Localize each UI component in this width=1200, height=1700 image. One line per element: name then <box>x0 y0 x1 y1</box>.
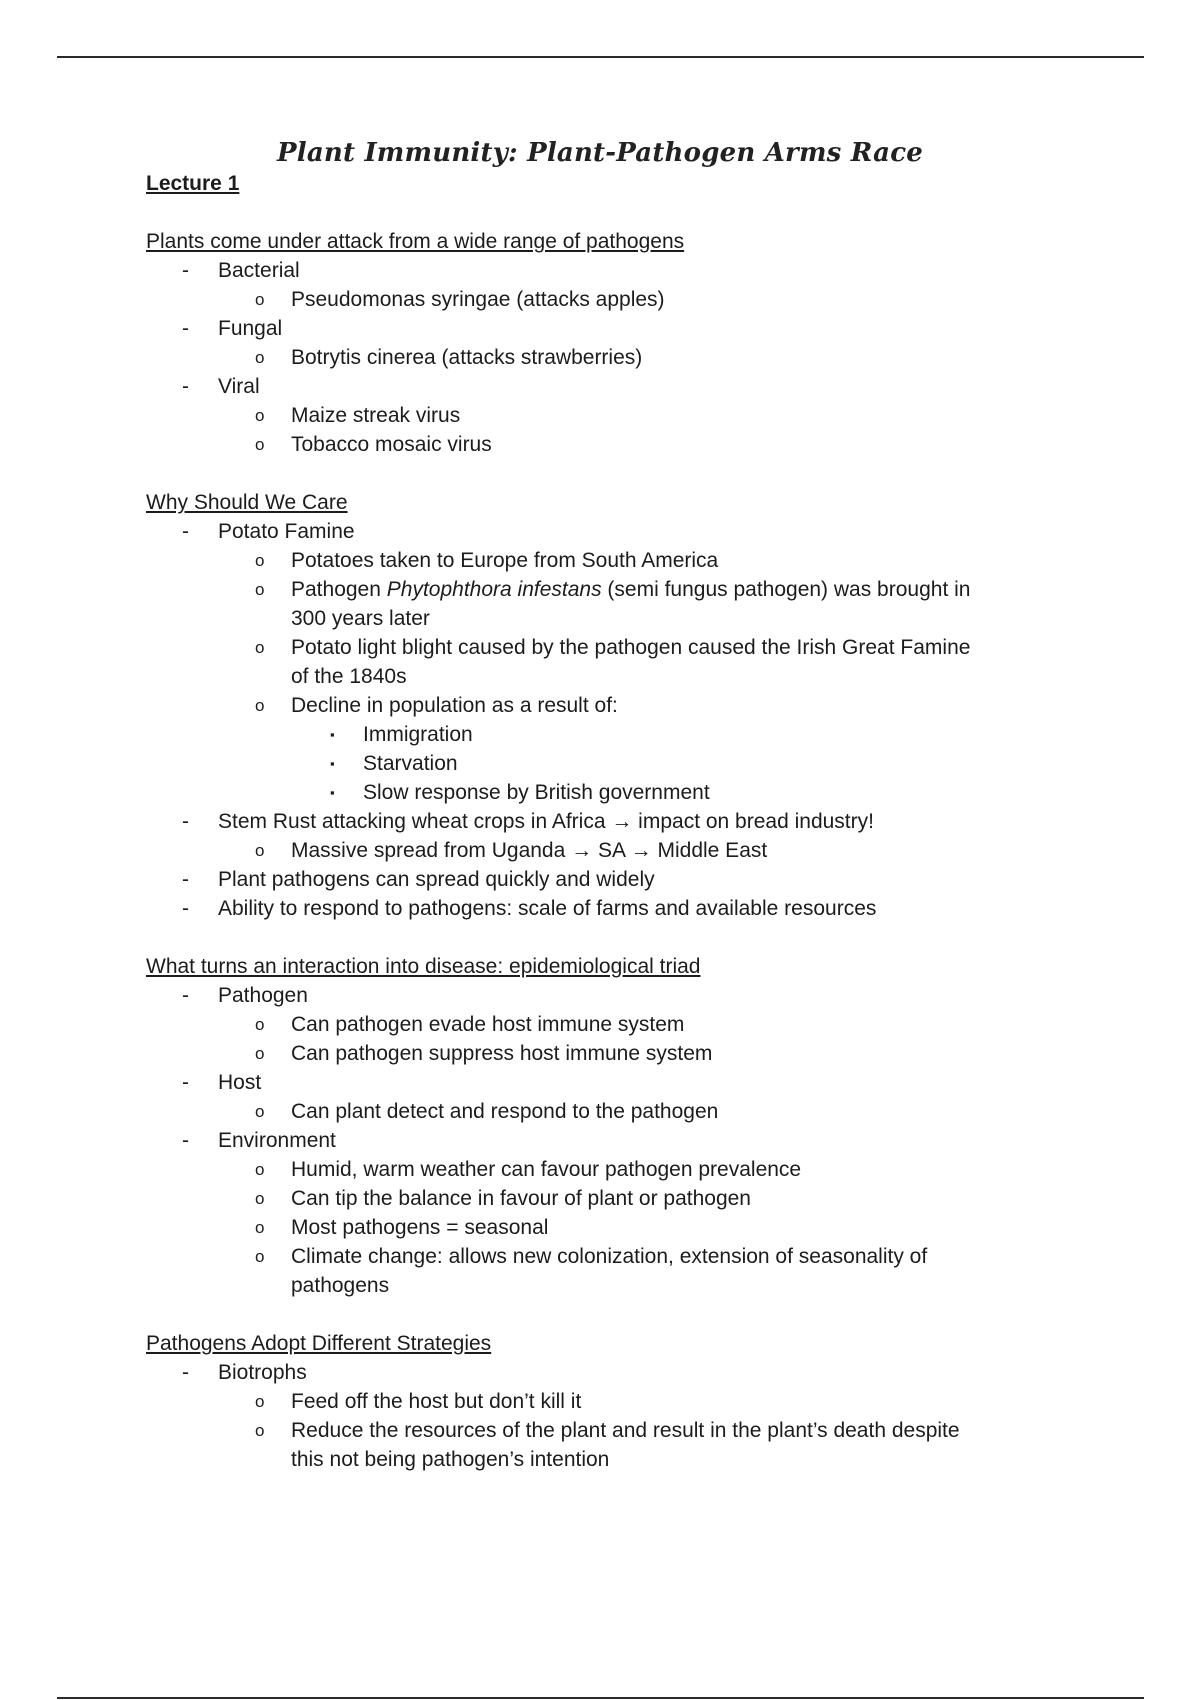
list-item-continuation: this not being pathogen’s intention <box>291 1448 610 1471</box>
lecture-label: Lecture 1 <box>146 172 240 195</box>
bottom-rule <box>57 1697 1144 1699</box>
dash-bullet: - <box>182 1361 189 1384</box>
list-item: ▪ Immigration <box>146 720 1066 749</box>
list-item: o Can pathogen suppress host immune system <box>146 1039 1066 1068</box>
circle-bullet: o <box>255 696 265 715</box>
section-heading-care: Why Should We Care <box>146 491 348 514</box>
list-item: o Can tip the balance in favour of plant or pathogen <box>146 1184 1066 1213</box>
list-item: o Feed off the host but don’t kill it <box>146 1387 1066 1416</box>
dash-bullet: - <box>182 810 189 833</box>
list-item: o Tobacco mosaic virus <box>146 430 1066 459</box>
list-item: - Viral <box>146 372 1066 401</box>
list-item: o Decline in population as a result of: <box>146 691 1066 720</box>
section-heading-triad: What turns an interaction into disease: epidemiological triad <box>146 955 701 978</box>
list-item: o Humid, warm weather can favour pathogen prevalence <box>146 1155 1066 1184</box>
list-item: - Fungal <box>146 314 1066 343</box>
list-item: o Reduce the resources of the plant and result in the plant’s death despite <box>146 1416 1066 1445</box>
species-name: Phytophthora infestans <box>386 578 602 601</box>
dash-bullet: - <box>182 259 189 282</box>
dash-bullet: - <box>182 520 189 543</box>
circle-bullet: o <box>255 1102 265 1121</box>
list-item: - Stem Rust attacking wheat crops in Africa → impact on bread industry! <box>146 807 1066 836</box>
list-item: - Bacterial <box>146 256 1066 285</box>
list-item: - Pathogen <box>146 981 1066 1010</box>
document-title: Plant Immunity: Plant-Pathogen Arms Race <box>277 138 923 168</box>
list-item: ▪ Starvation <box>146 749 1066 778</box>
circle-bullet: o <box>255 841 265 860</box>
list-item: - Biotrophs <box>146 1358 1066 1387</box>
circle-bullet: o <box>255 290 265 309</box>
list-item-continuation: pathogens <box>291 1274 390 1297</box>
list-item-continuation: 300 years later <box>291 607 430 630</box>
list-item: o Most pathogens = seasonal <box>146 1213 1066 1242</box>
circle-bullet: o <box>255 551 265 570</box>
top-rule <box>57 56 1144 58</box>
circle-bullet: o <box>255 1015 265 1034</box>
list-item: o Maize streak virus <box>146 401 1066 430</box>
list-item-continuation: of the 1840s <box>291 665 407 688</box>
list-item: o Climate change: allows new colonization, extension of seasonality of <box>146 1242 1066 1271</box>
list-item: o Potato light blight caused by the pathogen caused the Irish Great Famine <box>146 633 1066 662</box>
dash-bullet: - <box>182 1129 189 1152</box>
section-heading-strategies: Pathogens Adopt Different Strategies <box>146 1332 492 1355</box>
circle-bullet: o <box>255 580 265 599</box>
circle-bullet: o <box>255 406 265 425</box>
dash-bullet: - <box>182 868 189 891</box>
list-item: - Ability to respond to pathogens: scale of farms and available resources <box>146 894 1066 923</box>
list-item: o Massive spread from Uganda → SA → Middle East <box>146 836 1066 865</box>
circle-bullet: o <box>255 1218 265 1237</box>
circle-bullet: o <box>255 1247 265 1266</box>
list-item: o Can plant detect and respond to the pathogen <box>146 1097 1066 1126</box>
dash-bullet: - <box>182 897 189 920</box>
section-heading-attack: Plants come under attack from a wide range of pathogens <box>146 230 685 253</box>
list-item: - Environment <box>146 1126 1066 1155</box>
square-bullet: ▪ <box>330 785 335 800</box>
circle-bullet: o <box>255 1044 265 1063</box>
list-item: - Host <box>146 1068 1066 1097</box>
dash-bullet: - <box>182 317 189 340</box>
circle-bullet: o <box>255 1392 265 1411</box>
dash-bullet: - <box>182 1071 189 1094</box>
list-item: ▪ Slow response by British government <box>146 778 1066 807</box>
circle-bullet: o <box>255 638 265 657</box>
circle-bullet: o <box>255 435 265 454</box>
document-body <box>146 169 1066 1474</box>
circle-bullet: o <box>255 348 265 367</box>
list-item: o Botrytis cinerea (attacks strawberries) <box>146 343 1066 372</box>
circle-bullet: o <box>255 1421 265 1440</box>
circle-bullet: o <box>255 1189 265 1208</box>
list-item: o Pathogen Phytophthora infestans (semi fungus pathogen) was brought in <box>146 575 1066 604</box>
square-bullet: ▪ <box>330 756 335 771</box>
list-item: o Potatoes taken to Europe from South America <box>146 546 1066 575</box>
list-item: - Plant pathogens can spread quickly and widely <box>146 865 1066 894</box>
circle-bullet: o <box>255 1160 265 1179</box>
list-item: o Pseudomonas syringae (attacks apples) <box>146 285 1066 314</box>
list-item: - Potato Famine <box>146 517 1066 546</box>
dash-bullet: - <box>182 375 189 398</box>
list-item: o Can pathogen evade host immune system <box>146 1010 1066 1039</box>
square-bullet: ▪ <box>330 727 335 742</box>
dash-bullet: - <box>182 984 189 1007</box>
